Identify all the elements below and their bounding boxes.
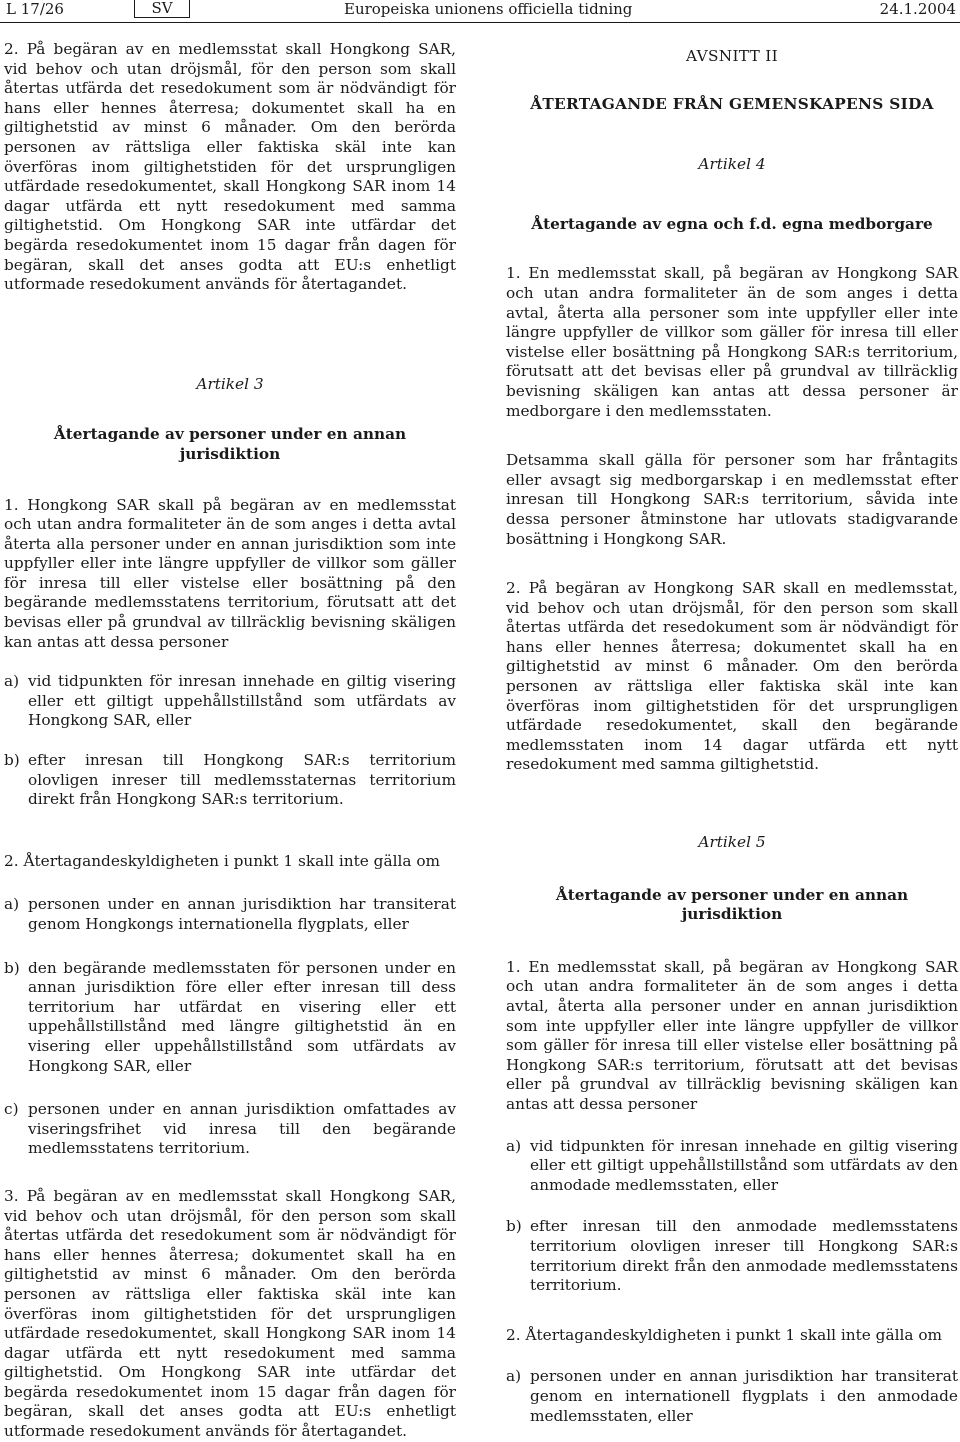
paragraph: 2. På begäran av Hongkong SAR skall en medlemsstat, vid behov och utan dröjsmål, för den person som skall återtas utfärda det resedokument som är nödvändigt för hans eller hennes återresa; dokumentet skall ha en giltighetstid av minst 6 månader. Om den berörda personen av rättsliga eller faktiska skäl inte kan överföras inom giltighetstiden för det ursprungligen utfärdade resedokumentet, skall den begärande medlemsstaten inom 14 dagar utfärda ett nytt resedokument med samma giltighetstid.: [506, 579, 958, 774]
section-title: ÅTERTAGANDE FRÅN GEMENSKAPENS SIDA: [530, 94, 934, 113]
list-item-text: personen under en annan jurisdiktion har transiterat genom en internationell flygplats i den anmodade medlemsstaten, eller: [530, 1367, 958, 1425]
publication-date: 24.1.2004: [879, 0, 956, 18]
article-number: Artikel 4: [698, 155, 766, 174]
paragraph: 3. På begäran av en medlemsstat skall Hongkong SAR, vid behov och utan dröjsmål, för den person som skall återtas utfärda det resedokument som är nödvändigt för hans eller hennes återresa; dokumentet skall ha en giltighetstid av minst 6 månader. Om den berörda personen av rättsliga eller faktiska skäl inte kan överföras inom giltighetstiden för det ursprungligen utfärdade resedokumentet, skall Hongkong SAR inom 14 dagar utfärda ett nytt resedokument med samma giltighetstid. Om Hongkong SAR inte utfärdar det begärda resedokumentet inom 15 dagar från dagen för begäran, skall det anses godta att EU:s enhetligt utformade resedokument används för återtagandet.: [4, 1186, 456, 1441]
list-item-label: c): [4, 1100, 19, 1119]
paragraph: 1. En medlemsstat skall, på begäran av Hongkong SAR och utan andra formaliteter än de som anges i detta avtal, återta alla personer som inte uppfyller eller inte längre uppfyller de villkor som gäller för inresa till eller vistelse eller bosättning på Hongkong SAR:s territorium, förutsatt att det bevisas eller på grundval av tillräcklig bevisning skäligen kan antas att dessa personer är medborgare i den medlemsstaten.: [506, 264, 958, 420]
article-number: Artikel 3: [196, 374, 264, 393]
paragraph: 2. Återtagandeskyldigheten i punkt 1 skall inte gälla om: [4, 851, 441, 870]
list-item: [4, 751, 456, 810]
list-item-label: a): [4, 672, 20, 691]
section-number: AVSNITT II: [686, 47, 778, 65]
paragraph: 2. På begäran av en medlemsstat skall Hongkong SAR, vid behov och utan dröjsmål, för den person som skall återtas utfärda det resedokument som är nödvändigt för hans eller hennes återresa; dokumentet skall ha en giltighetstid av minst 6 månader. Om den berörda personen av rättsliga eller faktiska skäl inte kan överföras inom giltighetstiden för det ursprungligen utfärdade resedokumentet, skall Hongkong SAR inom 14 dagar utfärda ett nytt resedokument med samma giltighetstid. Om Hongkong SAR inte utfärdar det begärda resedokumentet inom 15 dagar från dagen för begäran, skall det anses godta att EU:s enhetligt utformade resedokument används för återtagandet.: [4, 40, 456, 294]
list-item-label: b): [4, 751, 20, 770]
list-item-text: den begärande medlemsstaten för personen under en annan jurisdiktion före eller efter inresan till dess territorium har utfärdat en visering eller ett uppehållstillstånd med längre giltighetstid än en visering eller uppehållstillstånd som utfärdats av Hongkong SAR, eller: [28, 958, 456, 1075]
right-column: [506, 40, 958, 1426]
paragraph: 2. Återtagandeskyldigheten i punkt 1 skall inte gälla om: [506, 1325, 943, 1344]
article-title: Återtagande av personer under en annan jurisdiktion: [53, 425, 407, 463]
left-column: [4, 40, 456, 1442]
list-item-text: vid tidpunkten för inresan innehade en giltig visering eller ett giltigt uppehållstillstånd som utfärdats av Hongkong SAR, eller: [28, 672, 456, 730]
page-number: L 17/26: [6, 0, 64, 18]
list-item: [4, 895, 456, 934]
list-item-label: a): [506, 1136, 522, 1155]
list-item: [506, 1217, 958, 1295]
list-item-text: personen under en annan jurisdiktion omfattades av viseringsfrihet vid inresa till den begärande medlemsstatens territorium.: [28, 1100, 456, 1158]
list-item: [4, 959, 456, 1077]
paragraph: 1. En medlemsstat skall, på begäran av Hongkong SAR och utan andra formaliteter än de som anges i detta avtal, återta alla personer under en annan jurisdiktion som inte uppfyller eller inte längre uppfyller de villkor som gäller för inresa till eller vistelse eller bosättning på Hongkong SAR:s territorium, förutsatt att det bevisas eller på grundval av tillräcklig bevisning skäligen kan antas att dessa personer: [506, 957, 958, 1113]
list-item-text: efter inresan till den anmodade medlemsstatens territorium olovligen inreser till Hongkong SAR:s territorium direkt från den anmodade medlemsstatens territorium.: [530, 1217, 958, 1295]
list-item-label: a): [4, 895, 20, 914]
list-item-label: b): [4, 958, 20, 977]
list-item: [4, 672, 456, 731]
list-item-text: personen under en annan jurisdiktion har transiterat genom Hongkongs internationella flygplats, eller: [28, 895, 456, 933]
list-item-label: b): [506, 1217, 522, 1236]
header-rule: [0, 22, 960, 23]
list-item: [506, 1367, 958, 1426]
list-item: [4, 1100, 456, 1159]
journal-title: Europeiska unionens officiella tidning: [344, 0, 633, 18]
article-title: Återtagande av egna och f.d. egna medborgare: [531, 214, 933, 233]
list-item-text: efter inresan till Hongkong SAR:s territorium olovligen inreser till medlemsstaternas territorium direkt från Hongkong SAR:s territorium.: [28, 751, 456, 809]
language-badge: SV: [134, 0, 190, 18]
list-item-label: a): [506, 1367, 522, 1386]
article-number: Artikel 5: [698, 833, 766, 852]
article-title: Återtagande av personer under en annan jurisdiktion: [555, 885, 909, 924]
list-item-text: vid tidpunkten för inresan innehade en giltig visering eller ett giltigt uppehållstillstånd som utfärdats av den anmodade medlemsstaten, eller: [530, 1136, 958, 1194]
paragraph: 1. Hongkong SAR skall på begäran av en medlemsstat och utan andra formaliteter än de som anges i detta avtal återta alla personer under en annan jurisdiktion som inte uppfyller eller inte längre uppfyller de villkor som gäller för inresa till eller vistelse eller bosättning på den begärande medlemsstatens territorium, förutsatt att det bevisas eller på grundval av tillräcklig bevisning skäligen kan antas att dessa personer: [4, 495, 456, 651]
page-header: [6, 0, 956, 22]
list-item: [506, 1137, 958, 1196]
paragraph: Detsamma skall gälla för personer som har fråntagits eller avsagt sig medborgarskap i en medlemsstat efter inresan till Hongkong SAR:s territorium, såvida inte dessa personer åtminstone har utlovats stadigvarande bosättning i Hongkong SAR.: [506, 451, 958, 548]
